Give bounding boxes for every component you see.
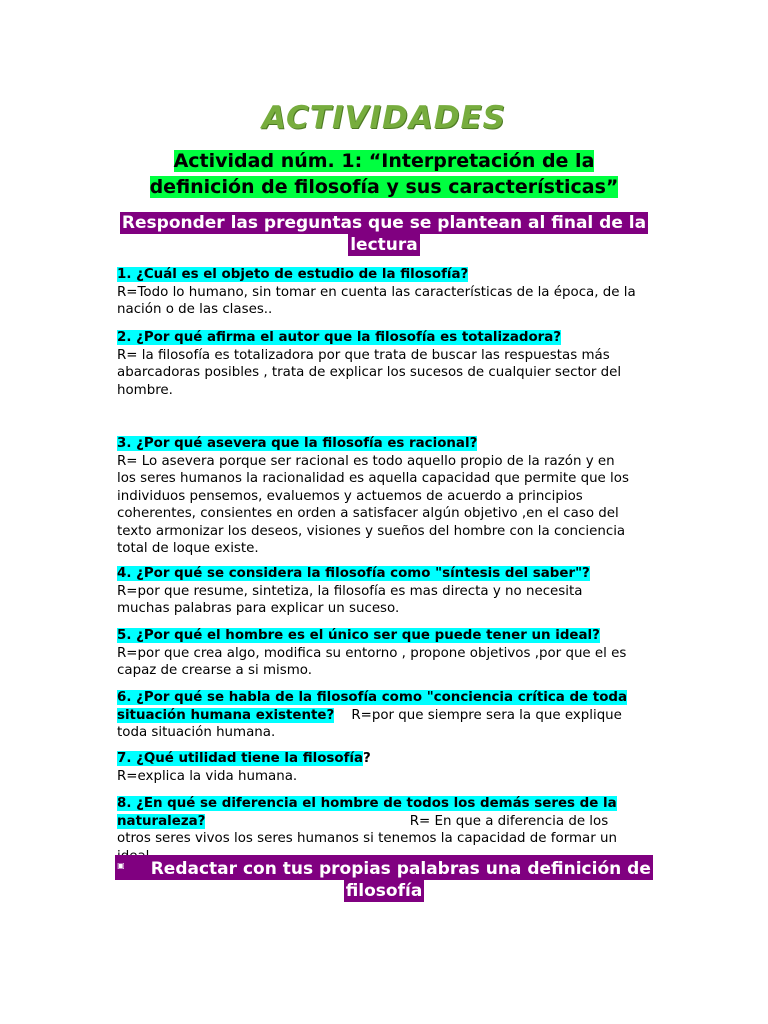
answer-text: R= Lo asevera porque ser racional es todo aquello propio de la razón y en los seres humanos la racionalidad es aquella capacidad que permite que los individuos pensemos, evaluemos y actuemos de acuerdo a principios coherentes, consientes en orden a satisfacer algún objetivo ,en el caso del texto armonizar los deseos, visiones y sueños del hombre con la conciencia total de loque existe. [117,453,629,556]
question-text: 5. ¿Por qué el hombre es el único ser que puede tener un ideal? [117,628,600,643]
final-task-heading [0,855,768,902]
final-task-line2: filosofía [345,881,423,901]
final-task-line1: Redactar con tus propias palabras una definición de [150,859,651,879]
answer-text: R= En que a diferencia de los otros seres vivos los seres humanos si tenemos la capacidad de formar un [117,813,617,846]
question-text: 7. ¿Qué utilidad tiene la filosofía [117,751,364,766]
question-block-1 [117,266,637,319]
question-block-2 [117,329,637,399]
question-text: 3. ¿Por qué asevera que la filosofía es racional? [117,436,478,451]
answer-text: R=por que crea algo, modifica su entorno , propone objetivos ,por que el es capaz de crearse a si mismo. [117,645,627,678]
question-block-4 [117,565,637,618]
answer-text: R= la filosofía es totalizadora por que trata de buscar las respuestas más abarcadoras posibles , trata de explicar los sucesos de cualquier sector del hombre. [117,347,622,398]
answer-text: R=por que siempre sera la que explique toda situación humana. [117,707,622,740]
answer-text: R=por que resume, sintetiza, la filosofía es mas directa y no necesita muchas palabras para explicar un suceso. [117,583,583,616]
question-text: 4. ¿Por qué se considera la filosofía como "síntesis del saber"? [117,566,590,581]
question-block-3 [117,435,637,558]
bullet-icon: ▣ [117,861,125,870]
activity-heading-line2: definición de filosofía y sus características” [149,176,619,198]
page-title: ACTIVIDADES [262,100,506,136]
question-text: 2. ¿Por qué afirma el autor que la filosofía es totalizadora? [117,330,562,345]
answer-text: R=explica la vida humana. [117,768,298,784]
instructions-line2: lectura [350,235,418,255]
final-task-line1-wrap [115,855,653,880]
question-block-5 [117,627,637,680]
question-tail: ? [363,751,371,766]
question-block-7 [117,750,637,785]
activity-heading [0,148,768,200]
question-text: 1. ¿Cuál es el objeto de estudio de la filosofía? [117,267,469,282]
question-block-6 [117,689,637,742]
question-text: 8. ¿En qué se diferencia el hombre de todos los demás seres de la naturaleza? [117,796,617,829]
instructions-heading [0,212,768,256]
answer-text: R=Todo lo humano, sin tomar en cuenta las características de la época, de la nación o de las clases.. [117,284,636,317]
question-text: 6. ¿Por qué se habla de la filosofía como "conciencia crítica de toda situación humana existente? [117,690,628,723]
instructions-line1: Responder las preguntas que se plantean al final de la [121,213,647,233]
activity-heading-line1: Actividad núm. 1: “Interpretación de la [173,150,595,172]
